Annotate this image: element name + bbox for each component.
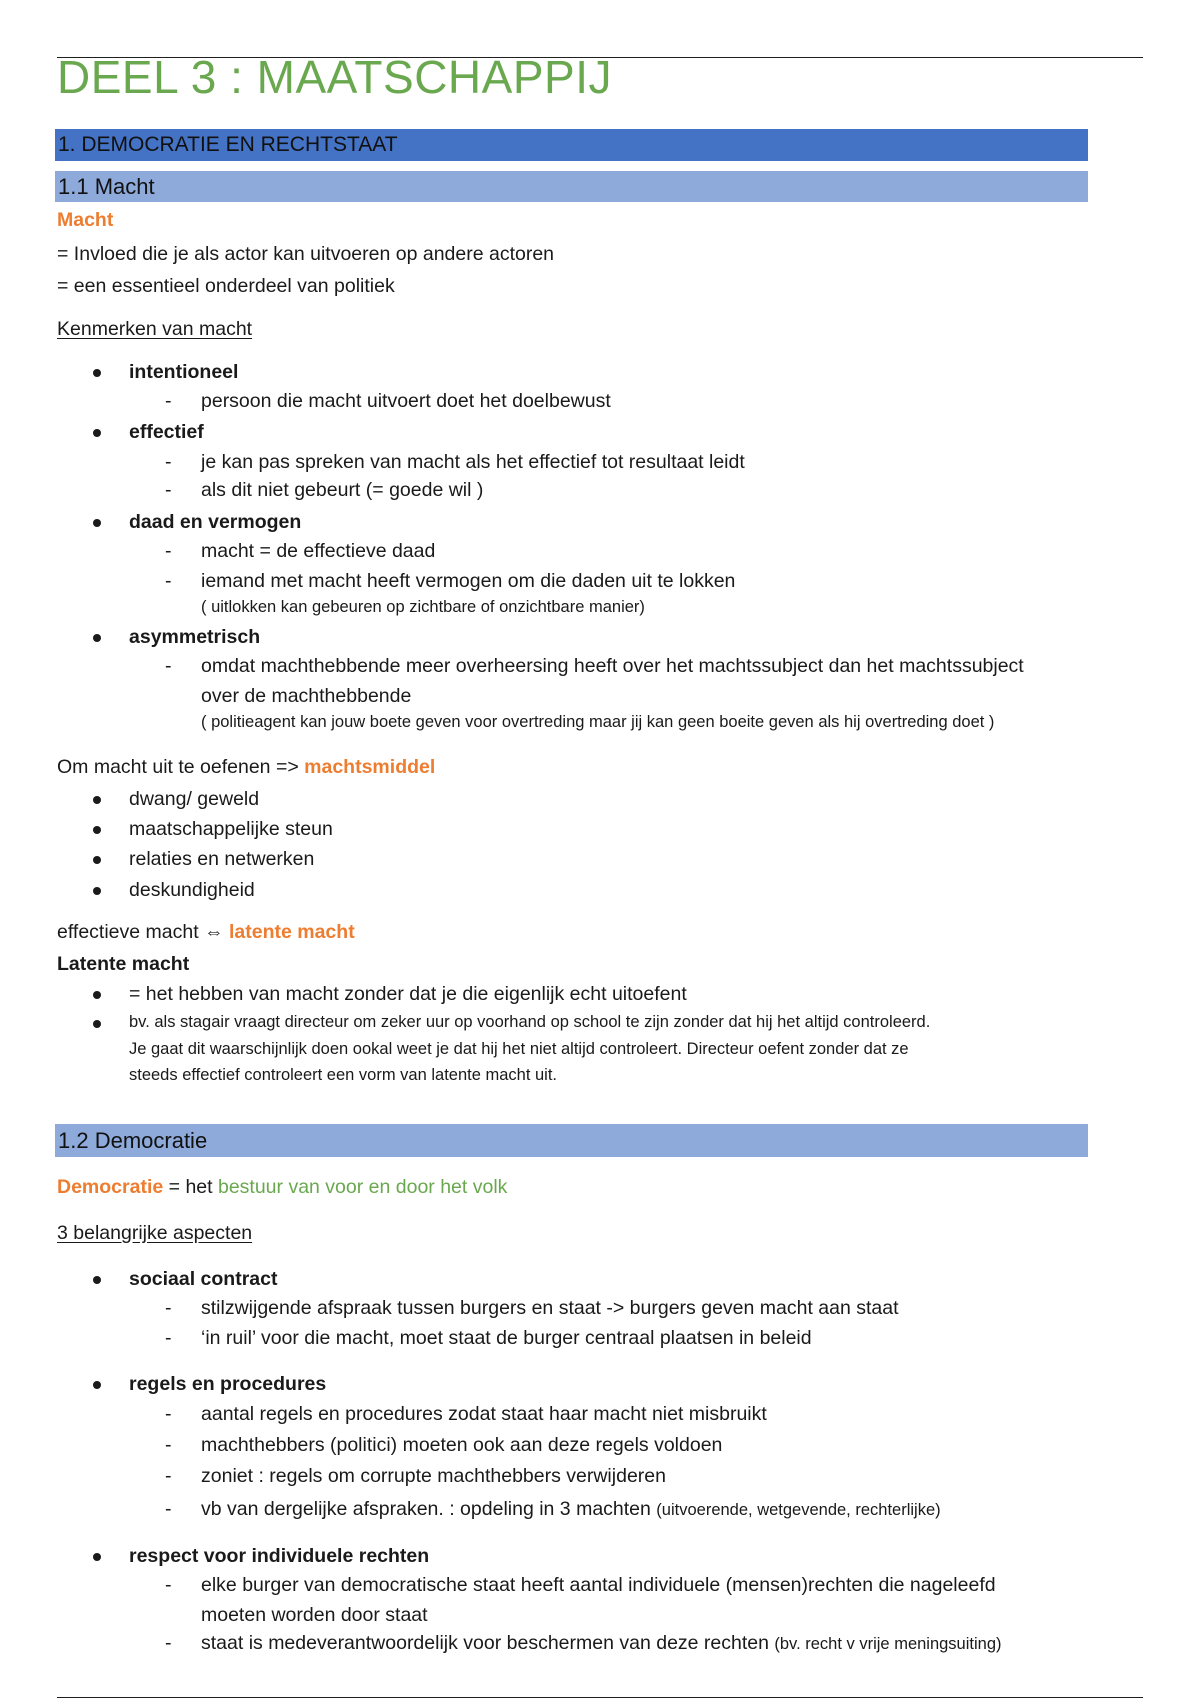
sub-item: stilzwijgende afspraak tussen burgers en staat -> burgers geven macht aan staat — [201, 1297, 899, 1319]
latente-macht-line — [57, 921, 355, 944]
dash-icon: - — [165, 1327, 172, 1349]
subheading-latente-macht: Latente macht — [57, 953, 190, 975]
dash-icon: - — [165, 451, 172, 473]
equivalence-arrow-icon: ⇔ — [204, 921, 224, 943]
sub-item-note: (bv. recht v vrije meningsuiting) — [774, 1635, 1002, 1653]
list-item: bv. als stagair vraagt directeur om zeker uur op voorhand op school te zijn zonder dat hij het altijd controleerd. — [129, 1013, 931, 1031]
bullet-icon — [93, 796, 101, 804]
sub-item: elke burger van democratische staat heeft aantal individuele (mensen)rechten die nageleefd — [201, 1574, 996, 1596]
sub-item-continued: moeten worden door staat — [201, 1604, 428, 1626]
list-item-label: daad en vermogen — [129, 511, 302, 533]
bullet-icon — [93, 856, 101, 864]
democratie-definition — [57, 1176, 507, 1199]
term-democratie: Democratie — [57, 1176, 164, 1198]
sub-item: aantal regels en procedures zodat staat haar macht niet misbruikt — [201, 1403, 767, 1425]
sub-item-text: staat is medeverantwoordelijk voor beschermen van deze rechten — [201, 1632, 769, 1654]
bullet-icon — [93, 826, 101, 834]
list-item-label: asymmetrisch — [129, 626, 261, 648]
sub-item-text: vb van dergelijke afspraken. : opdeling in 3 machten — [201, 1498, 651, 1520]
machtsmiddel-line — [57, 756, 435, 779]
list-item-label: effectief — [129, 421, 204, 443]
bottom-rule — [57, 1697, 1143, 1698]
dash-icon: - — [165, 540, 172, 562]
sub-item-continued: over de machthebbende — [201, 685, 412, 707]
list-item-label: regels en procedures — [129, 1373, 327, 1395]
dash-icon: - — [165, 390, 172, 412]
subheading-aspecten: 3 belangrijke aspecten — [57, 1222, 253, 1244]
term-latente-macht: latente macht — [228, 921, 355, 943]
list-item-continued: Je gaat dit waarschijnlijk doen ookal weet je dat hij het niet altijd controleert. Directeur oefent zonder dat ze — [129, 1040, 909, 1058]
dash-icon: - — [165, 655, 172, 677]
heading-democratie-en-rechtstaat: 1. DEMOCRATIE EN RECHTSTAAT — [55, 129, 1088, 161]
dash-icon: - — [165, 1574, 172, 1596]
note: ( uitlokken kan gebeuren op zichtbare of onzichtbare manier) — [201, 598, 645, 616]
sub-item: macht = de effectieve daad — [201, 540, 436, 562]
definition-line: = Invloed die je als actor kan uitvoeren op andere actoren — [57, 243, 555, 265]
sub-item: omdat machthebbende meer overheersing heeft over het machtssubject dan het machtssubject — [201, 655, 1024, 677]
sub-item: machthebbers (politici) moeten ook aan deze regels voldoen — [201, 1434, 723, 1456]
list-item: = het hebben van macht zonder dat je die eigenlijk echt uitoefent — [129, 983, 687, 1005]
dash-icon: - — [165, 1465, 172, 1487]
sub-item: ‘in ruil’ voor die macht, moet staat de burger centraal plaatsen in beleid — [201, 1327, 812, 1349]
sub-item-note: (uitvoerende, wetgevende, rechterlijke) — [656, 1501, 941, 1519]
bullet-icon — [93, 519, 101, 527]
dash-icon: - — [165, 1632, 172, 1654]
list-item-label: sociaal contract — [129, 1268, 278, 1290]
sub-item: iemand met macht heeft vermogen om die daden uit te lokken — [201, 570, 736, 592]
sub-item — [201, 1632, 1002, 1655]
bullet-icon — [93, 634, 101, 642]
bullet-icon — [93, 1020, 101, 1028]
sub-item: zoniet : regels om corrupte machthebbers verwijderen — [201, 1465, 666, 1487]
list-item-label: intentioneel — [129, 361, 239, 383]
dash-icon: - — [165, 1434, 172, 1456]
dash-icon: - — [165, 1498, 172, 1520]
term-machtsmiddel: machtsmiddel — [304, 756, 436, 778]
term-macht: Macht — [57, 209, 114, 231]
bullet-icon — [93, 1276, 101, 1284]
list-item: relaties en netwerken — [129, 848, 315, 870]
list-item: deskundigheid — [129, 879, 255, 901]
sub-item: persoon die macht uitvoert doet het doelbewust — [201, 390, 611, 412]
sub-item: als dit niet gebeurt (= goede wil ) — [201, 479, 484, 501]
heading-democratie: 1.2 Democratie — [55, 1124, 1088, 1157]
latent-prefix: effectieve macht — [57, 921, 199, 943]
list-item: dwang/ geweld — [129, 788, 260, 810]
document-title: DEEL 3 : MAATSCHAPPIJ — [57, 51, 612, 103]
bullet-icon — [93, 1553, 101, 1561]
heading-macht: 1.1 Macht — [55, 171, 1088, 202]
list-item: maatschappelijke steun — [129, 818, 333, 840]
bullet-icon — [93, 1381, 101, 1389]
dash-icon: - — [165, 1403, 172, 1425]
bullet-icon — [93, 429, 101, 437]
bullet-icon — [93, 887, 101, 895]
sub-item: je kan pas spreken van macht als het effectief tot resultaat leidt — [201, 451, 745, 473]
definition-line: = een essentieel onderdeel van politiek — [57, 275, 395, 297]
dash-icon: - — [165, 570, 172, 592]
definition-text: bestuur van voor en door het volk — [217, 1176, 508, 1198]
machtsmiddel-prefix: Om macht uit te oefenen => — [57, 756, 299, 778]
bullet-icon — [93, 369, 101, 377]
list-item-label: respect voor individuele rechten — [129, 1545, 430, 1567]
list-item-continued: steeds effectief controleert een vorm van latente macht uit. — [129, 1066, 558, 1084]
note: ( politieagent kan jouw boete geven voor overtreding maar jij kan geen boeite geven als hij overtreding doet ) — [201, 713, 995, 731]
definition-equals: = het — [168, 1176, 213, 1198]
dash-icon: - — [165, 479, 172, 501]
sub-item — [201, 1498, 941, 1521]
subheading-kenmerken: Kenmerken van macht — [57, 318, 253, 340]
bullet-icon — [93, 991, 101, 999]
dash-icon: - — [165, 1297, 172, 1319]
